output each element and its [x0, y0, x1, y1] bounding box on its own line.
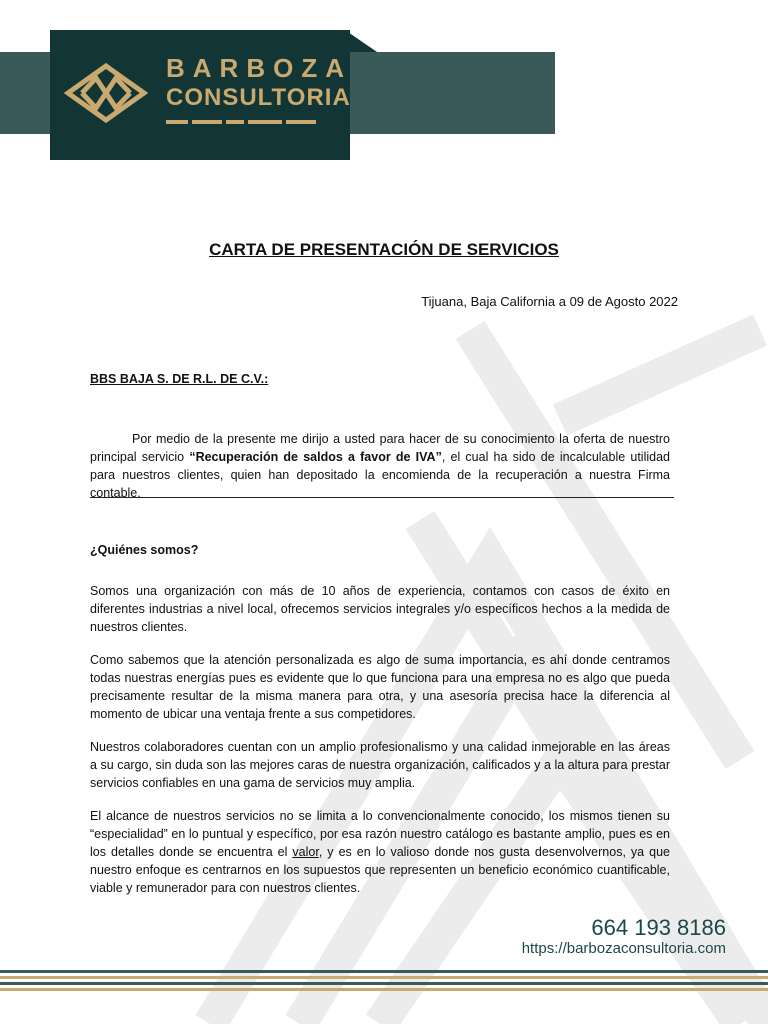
contact-phone: 664 193 8186	[591, 915, 726, 940]
paragraph-collaborators: Nuestros colaboradores cuentan con un amplio profesionalismo y una calidad inmejorable en las áreas a su cargo, sin duda son las mejores caras de nuestra organización, calificados y a la altura para prestar servicios confiables en una gama de servicios muy amplia.	[90, 740, 670, 790]
paragraph-attention: Como sabemos que la atención personalizada es algo de suma importancia, es ahí donde centramos todas nuestras energías pues es evidente que lo que funciona para una empresa no es algo que pueda precisamente resultar de la misma manera para otra, y una asesoría precisa hace la diferencia al momento de ubicar una ventaja frente a sus competidores.	[90, 653, 670, 721]
brand-subtitle: CONSULTORIA	[166, 84, 351, 111]
recipient: BBS BAJA S. DE R.L. DE C.V.:	[90, 372, 269, 386]
brand-name: BARBOZA	[166, 53, 352, 83]
divider-line	[90, 497, 674, 498]
letter-date: Tijuana, Baja California a 09 de Agosto 2022	[421, 294, 678, 309]
paragraph-scope: El alcance de nuestros servicios no se limita a lo convencionalmente conocido, los mismos tienen su “especialidad” en lo puntual y específico, por esa razón nuestro catálogo es bastante amplio, pues es en los detalles donde se encuentra el valor, y es en lo valioso donde nos gusta desenvolvernos, ya que nuestro enfoque es centrarnos en los supuestos que representen un beneficio económico cuantificable, viable y remunerador para con nuestros clientes.	[90, 809, 670, 895]
paragraph-experience: Somos una organización con más de 10 años de experiencia, contamos con casos de éxito en diferentes industrias a nivel local, ofrecemos servicios integrales y/o específicos hechos a la medida de nuestros clientes.	[90, 584, 670, 634]
section-title: ¿Quiénes somos?	[90, 543, 199, 557]
intro-paragraph: Por medio de la presente me dirijo a usted para hacer de su conocimiento la oferta de nuestro principal servicio “Recuperación de saldos a favor de IVA”, el cual ha sido de incalculable utilidad para nuestros clientes, quien han depositado la encomienda de la recuperación a nuestra Firma contable.	[90, 432, 670, 500]
document-title: CARTA DE PRESENTACIÓN DE SERVICIOS	[209, 240, 559, 259]
service-name: “Recuperación de saldos a favor de IVA”	[189, 450, 442, 464]
underlined-word: valor	[292, 845, 319, 859]
website-link[interactable]: https://barbozaconsultoria.com	[521, 940, 726, 957]
